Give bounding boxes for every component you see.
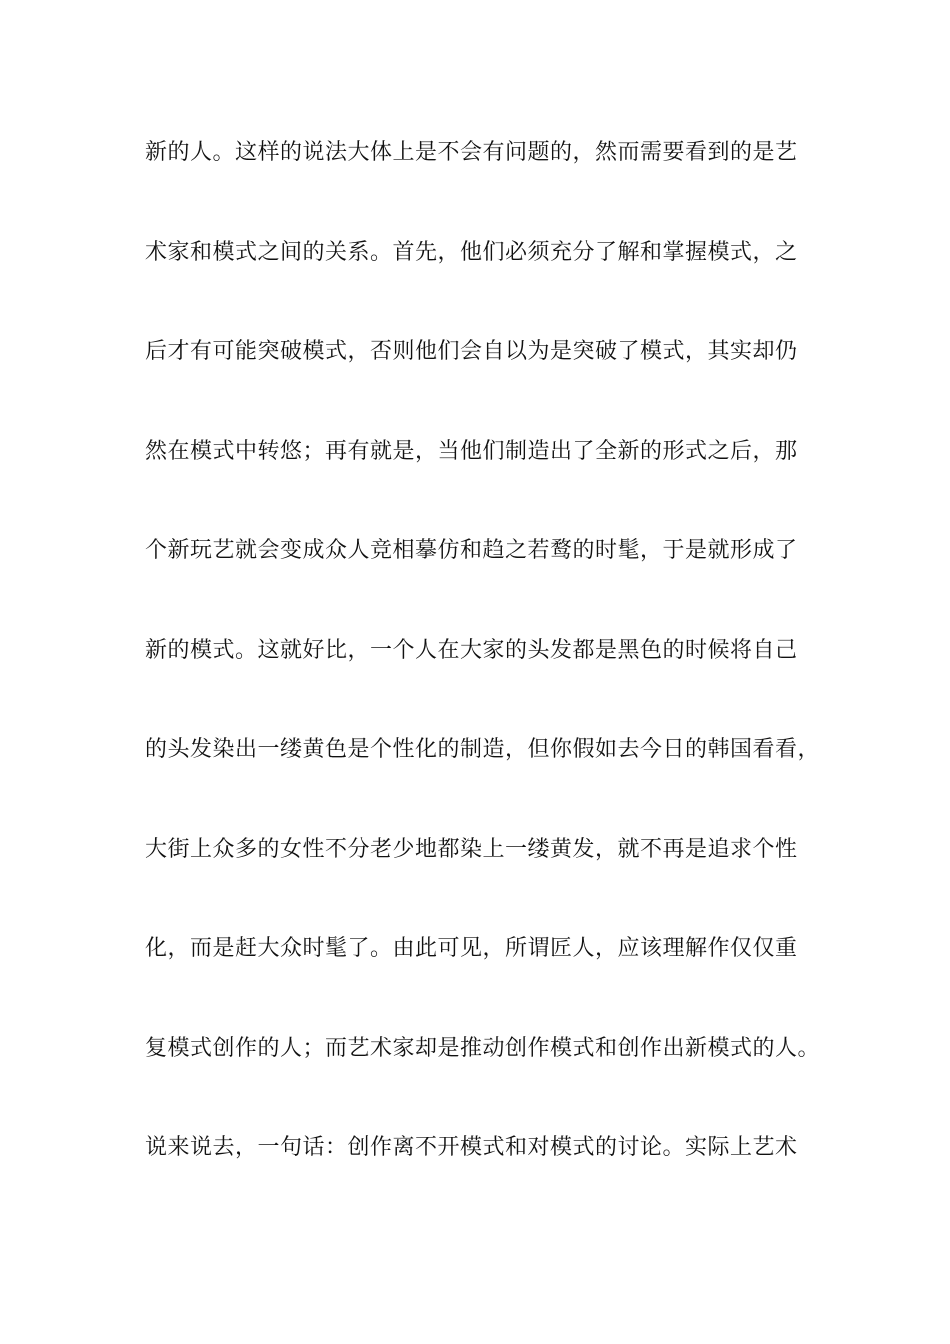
text-line: 说来说去，一句话：创作离不开模式和对模式的讨论。实际上艺术 — [145, 1135, 798, 1160]
text-line: 新的模式。这就好比，一个人在大家的头发都是黑色的时候将自己 — [145, 637, 798, 663]
text-line: 新的人。这样的说法大体上是不会有问题的，然而需要看到的是艺 — [145, 140, 798, 165]
text-line: 后才有可能突破模式，否则他们会自以为是突破了模式，其实却仍 — [145, 339, 798, 364]
text-line: 术家和模式之间的关系。首先，他们必须充分了解和掌握模式，之 — [145, 239, 798, 265]
text-line: 复模式创作的人；而艺术家却是推动创作模式和创作出新模式的人。 — [145, 1035, 821, 1061]
text-line: 然在模式中转悠；再有就是，当他们制造出了全新的形式之后，那 — [145, 438, 798, 464]
text-line: 的头发染出一缕黄色是个性化的制造，但你假如去今日的韩国看看， — [145, 737, 821, 762]
text-line: 化，而是赶大众时髦了。由此可见，所谓匠人，应该理解作仅仅重 — [145, 936, 798, 961]
text-line: 个新玩艺就会变成众人竞相摹仿和趋之若鹜的时髦，于是就形成了 — [145, 538, 798, 563]
text-line: 大街上众多的女性不分老少地都染上一缕黄发，就不再是追求个性 — [145, 836, 798, 862]
body-text — [145, 133, 825, 1228]
